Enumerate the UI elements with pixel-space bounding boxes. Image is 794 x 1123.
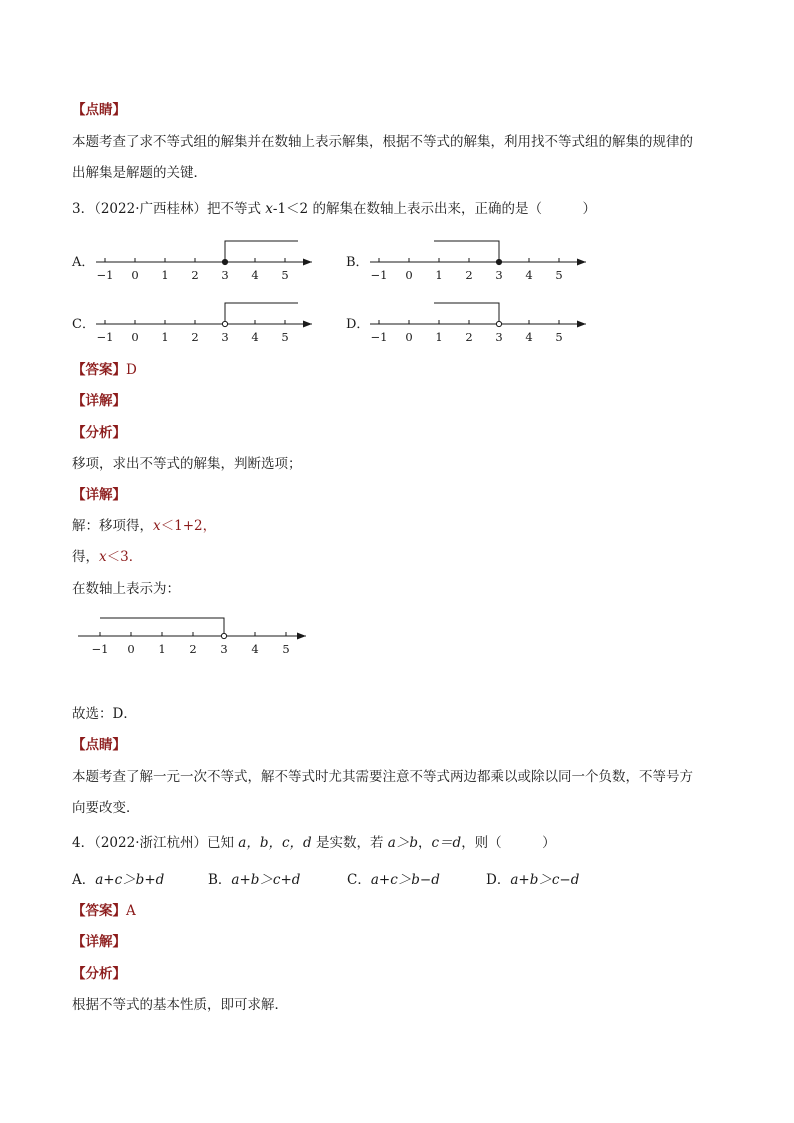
q3-option-d-label: D． [346,317,370,332]
q3-step1 [72,517,216,535]
tick-label: −1 [91,642,109,656]
tick-label: 0 [127,642,135,656]
q3-step2 [72,548,142,566]
axis-arrow-icon [303,259,312,266]
q3-option-a-numberline [72,236,322,286]
q3-stem-suffix: 的解集在数轴上表示出来，正确的是（ ） [308,201,596,217]
dianjing-text-top-line1: 本题考查了求不等式组的解集并在数轴上表示解集，根据不等式的解集，利用找不等式组的解集的规律的 [72,134,693,150]
q4-answer-tag: 【答案】 [72,903,126,919]
dianjing-heading-top: 【点睛】 [72,102,126,118]
q3-step1-rest: ＜1+2， [160,518,217,534]
q3-xiangjie-heading-2: 【详解】 [72,487,126,503]
q4-stem-cond1: a＞b [387,835,418,851]
q3-stem-var: x [265,201,273,217]
q4-option-a-expr: a+c＞b+d [95,872,165,888]
tick-label: −1 [96,330,114,344]
q3-option-b-label: B． [346,255,369,270]
tick-label: 5 [555,330,563,344]
q4-option-a-label: A． [72,872,96,888]
q3-option-b-numberline [346,236,596,286]
tick-label: 1 [158,642,166,656]
open-point [221,633,226,638]
tick-label: 1 [435,330,443,344]
q3-dianjing-heading: 【点睛】 [72,737,126,753]
tick-label: 5 [555,268,563,282]
q4-option-a [72,871,164,889]
q4-option-b-expr: a+b＞c+d [231,872,301,888]
tick-label: 4 [525,268,533,282]
solution-bracket [434,241,499,262]
q4-stem-sep: ， [417,835,432,851]
tick-label: −1 [370,330,388,344]
open-point [496,321,501,326]
q3-step1-var: x [153,518,161,534]
tick-label: 1 [161,268,169,282]
q3-answer [72,361,137,379]
q3-dianjing-line2: 向要改变． [72,800,140,816]
tick-label: 5 [281,268,289,282]
axis-arrow-icon [577,259,586,266]
tick-label: 2 [191,330,199,344]
closed-point [496,259,501,264]
q3-xiangjie-heading: 【详解】 [72,393,126,409]
tick-label: 3 [495,268,503,282]
q3-step2-rest: ＜3． [106,549,143,565]
tick-label: 3 [495,330,503,344]
q4-fenxi-heading: 【分析】 [72,966,126,982]
tick-label: 1 [161,330,169,344]
dianjing-text-top-line2: 出解集是解题的关键． [72,165,207,181]
q4-answer [72,902,136,920]
q4-option-b-label: B． [208,872,232,888]
q3-option-c-numberline [72,298,322,348]
q4-xiangjie-heading: 【详解】 [72,934,126,950]
tick-label: 4 [251,642,259,656]
tick-label: 3 [221,330,229,344]
tick-label: 2 [465,330,473,344]
solution-bracket [225,303,298,324]
q3-option-a-label: A． [72,255,95,270]
q4-stem-cond2: c＝d [431,835,462,851]
open-point [222,321,227,326]
tick-label: 4 [251,268,259,282]
q3-dianjing-line1: 本题考查了解一元一次不等式，解不等式时尤其需要注意不等式两边都乘以或除以同一个负数，不等号方 [72,769,693,785]
tick-label: −1 [96,268,114,282]
q3-option-d-numberline [346,298,596,348]
q3-fenxi-text: 移项，求出不等式的解集，判断选项； [72,456,302,472]
q4-stem-mid: 是实数，若 [311,835,388,851]
q3-stem-prefix: 3．（2022·广西桂林）把不等式 [72,201,266,217]
tick-label: 3 [221,268,229,282]
q4-option-d-label: D． [486,872,511,888]
q4-option-d [486,871,579,889]
tick-label: 5 [281,330,289,344]
q3-numberline-caption: 在数轴上表示为： [72,581,180,597]
solution-bracket [225,241,298,262]
tick-label: 2 [465,268,473,282]
q4-option-d-expr: a+b＞c−d [510,872,580,888]
tick-label: 3 [220,642,228,656]
tick-label: 2 [191,268,199,282]
tick-label: 0 [131,330,139,344]
tick-label: 0 [405,268,413,282]
q4-stem-prefix: 4．（2022·浙江杭州）已知 [72,835,239,851]
q4-option-c-expr: a+c＞b−d [370,872,440,888]
q4-fenxi-text: 根据不等式的基本性质，即可求解． [72,997,288,1013]
q3-answer-tag: 【答案】 [72,362,126,378]
axis-arrow-icon [297,633,306,640]
axis-arrow-icon [303,321,312,328]
tick-label: 4 [525,330,533,344]
q3-choice: 故选：D． [72,706,137,722]
q4-answer-value: A [126,903,136,919]
closed-point [222,259,227,264]
tick-label: 1 [435,268,443,282]
tick-label: 0 [405,330,413,344]
q3-answer-value: D [126,362,137,378]
q4-stem [72,834,556,852]
q4-option-b [208,871,300,889]
tick-label: 5 [282,642,290,656]
tick-label: −1 [370,268,388,282]
q4-option-c-label: C． [347,872,371,888]
q3-fenxi-heading: 【分析】 [72,425,126,441]
q4-option-c [347,871,440,889]
q3-option-c-label: C． [72,317,95,332]
tick-label: 2 [189,642,197,656]
q3-stem [72,200,596,218]
solution-bracket [434,303,499,324]
axis-arrow-icon [577,321,586,328]
q3-solution-numberline [72,610,322,660]
q4-stem-suffix: ，则（ ） [461,835,556,851]
q3-stem-ineq: -1＜2 [272,201,309,217]
tick-label: 4 [251,330,259,344]
q3-step2-prefix: 得， [72,549,99,565]
q4-stem-vars: a，b，c，d [238,835,312,851]
q3-step2-var: x [99,549,107,565]
q3-step1-prefix: 解：移项得， [72,518,153,534]
tick-label: 0 [131,268,139,282]
